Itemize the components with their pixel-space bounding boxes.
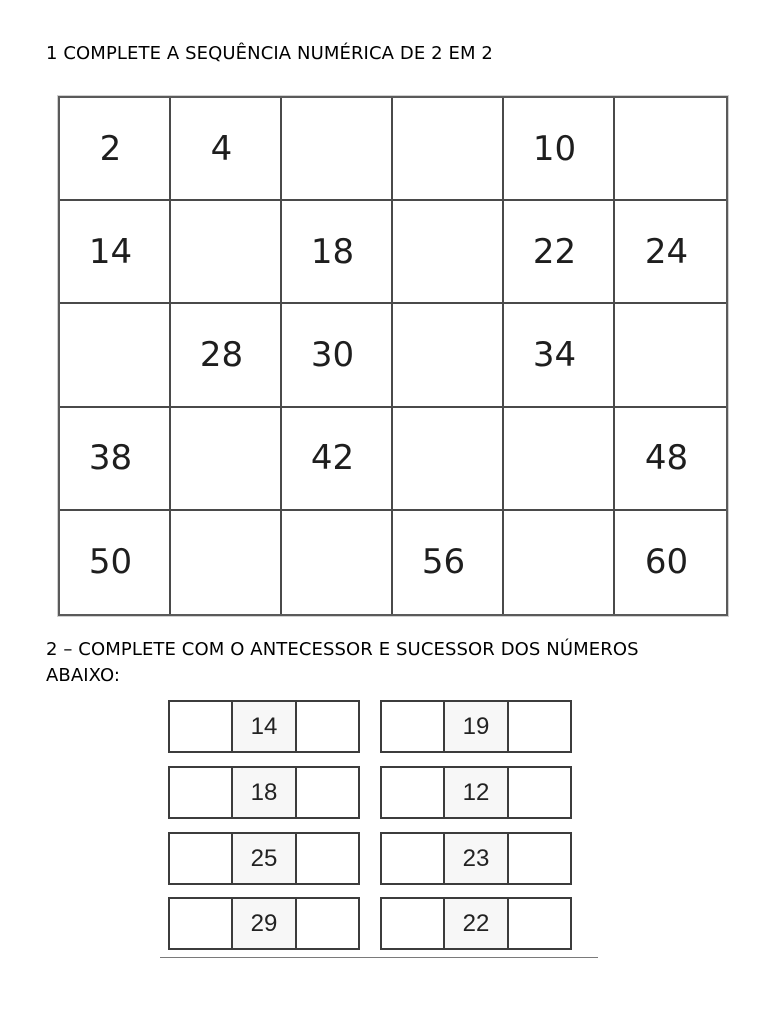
- sequence-cell: [615, 408, 726, 511]
- predecessor-blank[interactable]: [170, 899, 233, 948]
- number-box-row: [380, 897, 572, 950]
- sequence-cell: [60, 201, 171, 304]
- sequence-cell-blank[interactable]: [60, 304, 171, 407]
- sequence-number: 56: [421, 542, 466, 583]
- question-2-title: 2 – COMPLETE COM O ANTECESSOR E SUCESSOR DOS NÚMEROS ABAIXO:: [46, 639, 639, 686]
- number-box-row: [168, 897, 360, 950]
- predecessor-blank[interactable]: [382, 768, 445, 817]
- sequence-grid: [58, 96, 728, 616]
- sequence-cell-blank[interactable]: [393, 408, 504, 511]
- given-number: 12: [445, 768, 508, 817]
- sequence-number: 18: [310, 231, 355, 272]
- sequence-number: 50: [88, 542, 133, 583]
- given-number: 23: [445, 834, 508, 883]
- number-box-row: [380, 766, 572, 819]
- bottom-rule: [160, 957, 598, 958]
- sequence-cell-blank[interactable]: [171, 511, 282, 614]
- sequence-cell-blank[interactable]: [171, 408, 282, 511]
- sequence-cell: [615, 511, 726, 614]
- sequence-cell: [504, 304, 615, 407]
- given-number: 25: [233, 834, 296, 883]
- sequence-cell: [60, 98, 171, 201]
- sequence-number: 48: [644, 438, 689, 479]
- sequence-cell: [171, 304, 282, 407]
- sequence-cell-blank[interactable]: [615, 98, 726, 201]
- sequence-cell-blank[interactable]: [615, 304, 726, 407]
- successor-blank[interactable]: [509, 834, 570, 883]
- sequence-number: 22: [532, 231, 577, 272]
- predecessor-blank[interactable]: [170, 834, 233, 883]
- given-number: 14: [233, 702, 296, 751]
- number-box-row: [168, 766, 360, 819]
- number-box-row: [168, 700, 360, 753]
- successor-blank[interactable]: [509, 899, 570, 948]
- given-number: 19: [445, 702, 508, 751]
- sequence-cell: [393, 511, 504, 614]
- sequence-number: 34: [532, 334, 577, 375]
- predecessor-blank[interactable]: [382, 834, 445, 883]
- question-1-title: 1 COMPLETE A SEQUÊNCIA NUMÉRICA DE 2 EM 2: [46, 43, 493, 64]
- sequence-cell-blank[interactable]: [504, 511, 615, 614]
- sequence-number: 60: [644, 542, 689, 583]
- sequence-cell: [282, 304, 393, 407]
- sequence-cell: [60, 511, 171, 614]
- sequence-cell: [282, 201, 393, 304]
- successor-blank[interactable]: [297, 899, 358, 948]
- sequence-number: 2: [99, 128, 122, 169]
- successor-blank[interactable]: [297, 702, 358, 751]
- predecessor-blank[interactable]: [170, 702, 233, 751]
- predecessor-blank[interactable]: [382, 702, 445, 751]
- predecessor-blank[interactable]: [382, 899, 445, 948]
- sequence-cell: [615, 201, 726, 304]
- sequence-cell-blank[interactable]: [393, 98, 504, 201]
- sequence-cell-blank[interactable]: [504, 408, 615, 511]
- successor-blank[interactable]: [297, 834, 358, 883]
- sequence-cell-blank[interactable]: [393, 201, 504, 304]
- sequence-cell-blank[interactable]: [393, 304, 504, 407]
- successor-blank[interactable]: [297, 768, 358, 817]
- sequence-cell: [282, 408, 393, 511]
- sequence-number: 28: [199, 334, 244, 375]
- number-box-row: [380, 832, 572, 885]
- number-box-row: [380, 700, 572, 753]
- sequence-number: 14: [88, 231, 133, 272]
- sequence-number: 10: [532, 128, 577, 169]
- predecessor-blank[interactable]: [170, 768, 233, 817]
- sequence-number: 42: [310, 438, 355, 479]
- given-number: 29: [233, 899, 296, 948]
- sequence-cell-blank[interactable]: [282, 98, 393, 201]
- sequence-cell: [504, 98, 615, 201]
- sequence-number: 38: [88, 438, 133, 479]
- number-box-row: [168, 832, 360, 885]
- given-number: 22: [445, 899, 508, 948]
- sequence-number: 4: [210, 128, 233, 169]
- sequence-cell: [171, 98, 282, 201]
- sequence-cell: [60, 408, 171, 511]
- sequence-cell-blank[interactable]: [282, 511, 393, 614]
- sequence-number: 30: [310, 334, 355, 375]
- sequence-cell-blank[interactable]: [171, 201, 282, 304]
- sequence-cell: [504, 201, 615, 304]
- sequence-number: 24: [644, 231, 689, 272]
- given-number: 18: [233, 768, 296, 817]
- successor-blank[interactable]: [509, 702, 570, 751]
- successor-blank[interactable]: [509, 768, 570, 817]
